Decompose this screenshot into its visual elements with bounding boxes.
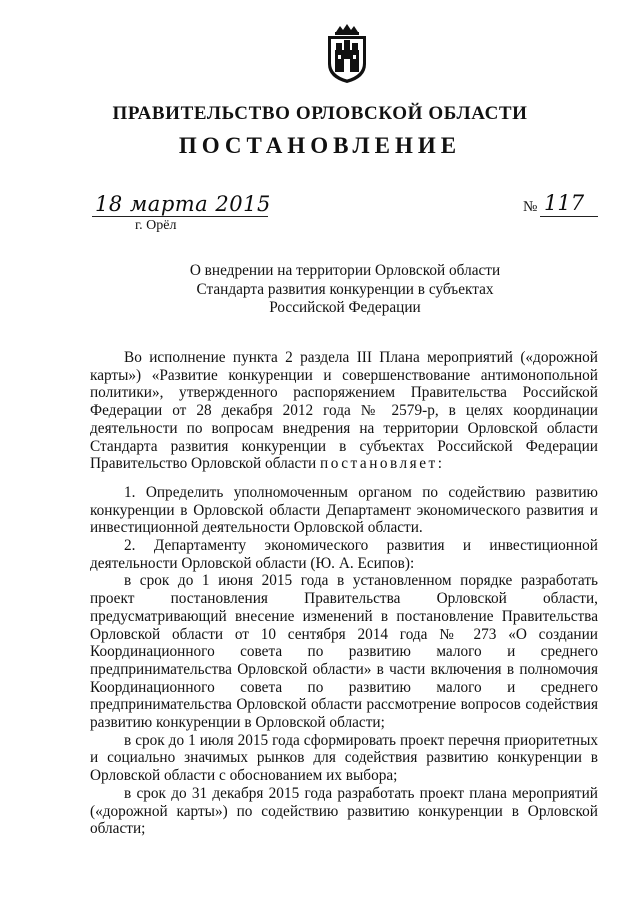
preamble-text: Во исполнение пункта 2 раздела III Плана мероприятий («дорожной карты») «Развитие конкуренции и совершенствование антимонопольной политики», утвержденного распоряжением Правительства Российской Федерации от 28 декабря 2012 года № 2579-р, в целях координации деятельности по вопросам внедрения на территории Орловской области Стандарта развития конкуренции в субъектах Российской Федерации Правительство Орловской области bbox=[90, 349, 598, 473]
item-2b-paragraph: в срок до 1 июля 2015 года сформировать проект перечня приоритетных и социально значимых рынков для содействия развитию конкуренции в Орловской области с обоснованием их выбора; bbox=[90, 731, 598, 785]
handwritten-number: 117 bbox=[544, 191, 585, 215]
item-1-paragraph: 1. Определить уполномоченным органом по содействию развитию конкуренции в Орловской области Департамент экономического развития и инвестиционной деятельности Орловской области. bbox=[90, 483, 598, 537]
subject-line: Российской Федерации bbox=[269, 299, 421, 316]
item-2a-paragraph: в срок до 1 июня 2015 года в установленном порядке разработать проект постановления Правительства Орловской области, предусматривающий внесение изменений в постановление Правительства Орловской области от 10 сентября 2014 года № 273 «О создании Координационного совета по развитию малого и среднего предпринимательства Орловской области» в части включения в полномочия Координационного совета по развитию малого и среднего предпринимательства Орловской области рассмотрение вопросов содействия развитию конкуренции в Орловской области; bbox=[90, 572, 598, 732]
document-subject bbox=[170, 262, 520, 318]
preamble-paragraph bbox=[90, 349, 598, 473]
date-underline bbox=[92, 216, 268, 217]
item-2-paragraph: 2. Департаменту экономического развития и инвестиционной деятельности Орловской области (Ю. А. Есипов): bbox=[90, 537, 598, 572]
city-label: г. Орёл bbox=[135, 218, 177, 233]
document-body bbox=[90, 349, 598, 838]
document-type-title: ПОСТАНОВЛЕНИЕ bbox=[178, 133, 462, 158]
number-underline bbox=[540, 216, 598, 217]
subject-line: О внедрении на территории Орловской области bbox=[189, 262, 501, 279]
subject-line: Стандарта развития конкуренции в субъектах bbox=[196, 280, 494, 298]
handwritten-date: 18 марта 2015 bbox=[95, 192, 271, 216]
decree-word: постановляет: bbox=[320, 455, 445, 473]
item-2c-paragraph: в срок до 31 декабря 2015 года разработать проект плана мероприятий («дорожной карты») по содействию развитию конкуренции в Орловской области; bbox=[90, 784, 598, 838]
number-sign: № bbox=[523, 199, 538, 215]
organization-title: ПРАВИТЕЛЬСТВО ОРЛОВСКОЙ ОБЛАСТИ bbox=[112, 103, 528, 124]
coat-of-arms-icon bbox=[322, 24, 372, 84]
